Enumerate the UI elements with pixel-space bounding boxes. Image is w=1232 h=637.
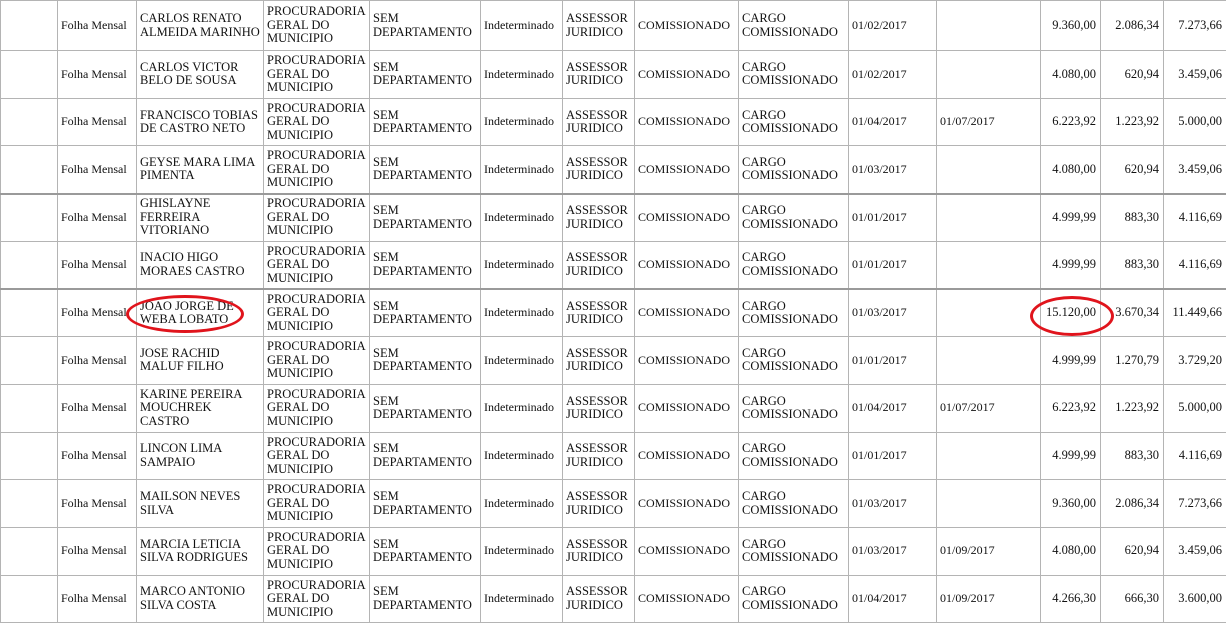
cell-orgao: PROCURADORIA GERAL DO MUNICIPIO: [264, 194, 370, 242]
cell-admissao: 01/04/2017: [849, 98, 937, 146]
cell-tipo: Folha Mensal: [58, 384, 137, 432]
cell-bruto: 6.223,92: [1041, 384, 1101, 432]
cell-vinculo: Indeterminado: [481, 527, 563, 575]
cell-bruto: 4.999,99: [1041, 241, 1101, 289]
cell-bruto: 4.999,99: [1041, 432, 1101, 480]
cell-descontos: 620,94: [1101, 51, 1164, 99]
cell-departamento: SEM DEPARTAMENTO: [370, 575, 481, 623]
cell-liquido: 3.459,06: [1164, 527, 1227, 575]
cell-regime: COMISSIONADO: [635, 480, 739, 528]
cell-departamento: SEM DEPARTAMENTO: [370, 194, 481, 242]
cell-vinculo: Indeterminado: [481, 432, 563, 480]
cell-admissao: 01/03/2017: [849, 146, 937, 194]
cell-tipo: Folha Mensal: [58, 289, 137, 337]
cell-descontos: 2.086,34: [1101, 1, 1164, 51]
cell-tipo: Folha Mensal: [58, 337, 137, 385]
cell-cargo: ASSESSOR JURIDICO: [563, 527, 635, 575]
cell-descontos: 666,30: [1101, 575, 1164, 623]
cell-departamento: SEM DEPARTAMENTO: [370, 51, 481, 99]
cell-departamento: SEM DEPARTAMENTO: [370, 384, 481, 432]
cell-blank: [1, 480, 58, 528]
cell-descontos: 883,30: [1101, 432, 1164, 480]
cell-tipo: Folha Mensal: [58, 1, 137, 51]
cell-tipo: Folha Mensal: [58, 51, 137, 99]
cell-blank: [1, 337, 58, 385]
cell-cargo: ASSESSOR JURIDICO: [563, 337, 635, 385]
cell-regime: COMISSIONADO: [635, 51, 739, 99]
cell-nome: GEYSE MARA LIMA PIMENTA: [137, 146, 264, 194]
table-row: [1, 241, 1227, 289]
cell-admissao: 01/01/2017: [849, 241, 937, 289]
cell-desligamento: [937, 241, 1041, 289]
cell-regime: COMISSIONADO: [635, 98, 739, 146]
cell-departamento: SEM DEPARTAMENTO: [370, 289, 481, 337]
cell-vinculo: Indeterminado: [481, 241, 563, 289]
cell-orgao: PROCURADORIA GERAL DO MUNICIPIO: [264, 51, 370, 99]
cell-regime: COMISSIONADO: [635, 384, 739, 432]
cell-nome: MARCO ANTONIO SILVA COSTA: [137, 575, 264, 623]
cell-desligamento: 01/07/2017: [937, 384, 1041, 432]
cell-regime: COMISSIONADO: [635, 575, 739, 623]
cell-admissao: 01/02/2017: [849, 1, 937, 51]
cell-nome: KARINE PEREIRA MOUCHREK CASTRO: [137, 384, 264, 432]
cell-cargo: ASSESSOR JURIDICO: [563, 51, 635, 99]
cell-tipo: Folha Mensal: [58, 241, 137, 289]
cell-admissao: 01/01/2017: [849, 194, 937, 242]
cell-vinculo: Indeterminado: [481, 575, 563, 623]
cell-vinculo: Indeterminado: [481, 98, 563, 146]
cell-departamento: SEM DEPARTAMENTO: [370, 241, 481, 289]
cell-liquido: 4.116,69: [1164, 432, 1227, 480]
cell-vinculo: Indeterminado: [481, 194, 563, 242]
table-row: [1, 432, 1227, 480]
cell-tipo: Folha Mensal: [58, 527, 137, 575]
cell-orgao: PROCURADORIA GERAL DO MUNICIPIO: [264, 527, 370, 575]
cell-tipo: Folha Mensal: [58, 575, 137, 623]
cell-tipo-cargo: CARGO COMISSIONADO: [739, 575, 849, 623]
cell-nome: JOAO JORGE DE WEBA LOBATO: [137, 289, 264, 337]
cell-descontos: 883,30: [1101, 241, 1164, 289]
cell-tipo: Folha Mensal: [58, 480, 137, 528]
cell-vinculo: Indeterminado: [481, 289, 563, 337]
table-row: [1, 384, 1227, 432]
cell-cargo: ASSESSOR JURIDICO: [563, 432, 635, 480]
cell-descontos: 883,30: [1101, 194, 1164, 242]
cell-admissao: 01/03/2017: [849, 527, 937, 575]
cell-vinculo: Indeterminado: [481, 384, 563, 432]
cell-bruto: 4.080,00: [1041, 527, 1101, 575]
table-row: [1, 194, 1227, 242]
cell-nome: MARCIA LETICIA SILVA RODRIGUES: [137, 527, 264, 575]
cell-regime: COMISSIONADO: [635, 146, 739, 194]
cell-orgao: PROCURADORIA GERAL DO MUNICIPIO: [264, 432, 370, 480]
cell-bruto: 4.080,00: [1041, 51, 1101, 99]
payroll-table-body: [1, 1, 1227, 623]
cell-tipo-cargo: CARGO COMISSIONADO: [739, 146, 849, 194]
cell-orgao: PROCURADORIA GERAL DO MUNICIPIO: [264, 1, 370, 51]
cell-blank: [1, 527, 58, 575]
cell-tipo-cargo: CARGO COMISSIONADO: [739, 432, 849, 480]
cell-desligamento: 01/07/2017: [937, 98, 1041, 146]
cell-admissao: 01/04/2017: [849, 575, 937, 623]
cell-bruto: 4.999,99: [1041, 337, 1101, 385]
cell-desligamento: [937, 51, 1041, 99]
cell-tipo: Folha Mensal: [58, 194, 137, 242]
cell-blank: [1, 146, 58, 194]
cell-liquido: 4.116,69: [1164, 194, 1227, 242]
cell-cargo: ASSESSOR JURIDICO: [563, 98, 635, 146]
cell-tipo-cargo: CARGO COMISSIONADO: [739, 527, 849, 575]
cell-cargo: ASSESSOR JURIDICO: [563, 289, 635, 337]
cell-descontos: 1.270,79: [1101, 337, 1164, 385]
cell-bruto: 9.360,00: [1041, 1, 1101, 51]
cell-desligamento: [937, 432, 1041, 480]
cell-desligamento: [937, 146, 1041, 194]
cell-departamento: SEM DEPARTAMENTO: [370, 432, 481, 480]
cell-departamento: SEM DEPARTAMENTO: [370, 480, 481, 528]
cell-cargo: ASSESSOR JURIDICO: [563, 146, 635, 194]
cell-liquido: 4.116,69: [1164, 241, 1227, 289]
cell-orgao: PROCURADORIA GERAL DO MUNICIPIO: [264, 337, 370, 385]
cell-cargo: ASSESSOR JURIDICO: [563, 194, 635, 242]
page-edge: [1226, 0, 1232, 637]
cell-bruto: 4.080,00: [1041, 146, 1101, 194]
cell-vinculo: Indeterminado: [481, 480, 563, 528]
cell-admissao: 01/03/2017: [849, 289, 937, 337]
cell-orgao: PROCURADORIA GERAL DO MUNICIPIO: [264, 480, 370, 528]
cell-cargo: ASSESSOR JURIDICO: [563, 384, 635, 432]
cell-blank: [1, 289, 58, 337]
cell-tipo: Folha Mensal: [58, 432, 137, 480]
cell-desligamento: [937, 337, 1041, 385]
cell-admissao: 01/01/2017: [849, 337, 937, 385]
cell-vinculo: Indeterminado: [481, 146, 563, 194]
table-row: [1, 480, 1227, 528]
cell-orgao: PROCURADORIA GERAL DO MUNICIPIO: [264, 384, 370, 432]
cell-orgao: PROCURADORIA GERAL DO MUNICIPIO: [264, 146, 370, 194]
cell-cargo: ASSESSOR JURIDICO: [563, 575, 635, 623]
cell-blank: [1, 241, 58, 289]
cell-bruto: 9.360,00: [1041, 480, 1101, 528]
cell-nome: LINCON LIMA SAMPAIO: [137, 432, 264, 480]
cell-nome: FRANCISCO TOBIAS DE CASTRO NETO: [137, 98, 264, 146]
cell-blank: [1, 575, 58, 623]
cell-descontos: 1.223,92: [1101, 384, 1164, 432]
cell-admissao: 01/03/2017: [849, 480, 937, 528]
cell-bruto: 15.120,00: [1041, 289, 1101, 337]
cell-regime: COMISSIONADO: [635, 194, 739, 242]
cell-regime: COMISSIONADO: [635, 337, 739, 385]
table-row: [1, 1, 1227, 51]
cell-nome: INACIO HIGO MORAES CASTRO: [137, 241, 264, 289]
cell-tipo-cargo: CARGO COMISSIONADO: [739, 194, 849, 242]
cell-liquido: 11.449,66: [1164, 289, 1227, 337]
cell-regime: COMISSIONADO: [635, 527, 739, 575]
cell-departamento: SEM DEPARTAMENTO: [370, 527, 481, 575]
cell-liquido: 3.459,06: [1164, 146, 1227, 194]
cell-nome: JOSE RACHID MALUF FILHO: [137, 337, 264, 385]
cell-departamento: SEM DEPARTAMENTO: [370, 98, 481, 146]
cell-descontos: 1.223,92: [1101, 98, 1164, 146]
cell-tipo: Folha Mensal: [58, 146, 137, 194]
table-row: [1, 337, 1227, 385]
table-row: [1, 289, 1227, 337]
cell-liquido: 7.273,66: [1164, 480, 1227, 528]
cell-nome: CARLOS VICTOR BELO DE SOUSA: [137, 51, 264, 99]
cell-descontos: 2.086,34: [1101, 480, 1164, 528]
cell-nome: CARLOS RENATO ALMEIDA MARINHO: [137, 1, 264, 51]
cell-cargo: ASSESSOR JURIDICO: [563, 241, 635, 289]
cell-cargo: ASSESSOR JURIDICO: [563, 480, 635, 528]
cell-desligamento: 01/09/2017: [937, 575, 1041, 623]
table-row: [1, 51, 1227, 99]
cell-blank: [1, 1, 58, 51]
cell-regime: COMISSIONADO: [635, 241, 739, 289]
cell-desligamento: [937, 1, 1041, 51]
cell-blank: [1, 194, 58, 242]
cell-admissao: 01/04/2017: [849, 384, 937, 432]
cell-tipo-cargo: CARGO COMISSIONADO: [739, 98, 849, 146]
cell-orgao: PROCURADORIA GERAL DO MUNICIPIO: [264, 98, 370, 146]
cell-regime: COMISSIONADO: [635, 1, 739, 51]
cell-desligamento: [937, 480, 1041, 528]
cell-tipo-cargo: CARGO COMISSIONADO: [739, 289, 849, 337]
cell-liquido: 7.273,66: [1164, 1, 1227, 51]
cell-tipo-cargo: CARGO COMISSIONADO: [739, 337, 849, 385]
cell-liquido: 3.459,06: [1164, 51, 1227, 99]
cell-orgao: PROCURADORIA GERAL DO MUNICIPIO: [264, 241, 370, 289]
table-row: [1, 527, 1227, 575]
cell-bruto: 4.999,99: [1041, 194, 1101, 242]
cell-desligamento: [937, 289, 1041, 337]
cell-orgao: PROCURADORIA GERAL DO MUNICIPIO: [264, 289, 370, 337]
cell-blank: [1, 51, 58, 99]
cell-bruto: 6.223,92: [1041, 98, 1101, 146]
cell-liquido: 3.600,00: [1164, 575, 1227, 623]
cell-desligamento: [937, 194, 1041, 242]
table-row: [1, 98, 1227, 146]
cell-departamento: SEM DEPARTAMENTO: [370, 146, 481, 194]
cell-tipo-cargo: CARGO COMISSIONADO: [739, 384, 849, 432]
cell-vinculo: Indeterminado: [481, 51, 563, 99]
cell-vinculo: Indeterminado: [481, 1, 563, 51]
cell-departamento: SEM DEPARTAMENTO: [370, 337, 481, 385]
cell-blank: [1, 432, 58, 480]
cell-descontos: 620,94: [1101, 527, 1164, 575]
cell-tipo-cargo: CARGO COMISSIONADO: [739, 480, 849, 528]
cell-nome: GHISLAYNE FERREIRA VITORIANO: [137, 194, 264, 242]
cell-cargo: ASSESSOR JURIDICO: [563, 1, 635, 51]
cell-bruto: 4.266,30: [1041, 575, 1101, 623]
cell-liquido: 5.000,00: [1164, 98, 1227, 146]
cell-blank: [1, 384, 58, 432]
cell-admissao: 01/01/2017: [849, 432, 937, 480]
cell-tipo-cargo: CARGO COMISSIONADO: [739, 241, 849, 289]
cell-tipo-cargo: CARGO COMISSIONADO: [739, 51, 849, 99]
cell-liquido: 5.000,00: [1164, 384, 1227, 432]
cell-orgao: PROCURADORIA GERAL DO MUNICIPIO: [264, 575, 370, 623]
cell-descontos: 620,94: [1101, 146, 1164, 194]
cell-regime: COMISSIONADO: [635, 289, 739, 337]
cell-descontos: 3.670,34: [1101, 289, 1164, 337]
cell-admissao: 01/02/2017: [849, 51, 937, 99]
table-row: [1, 575, 1227, 623]
cell-vinculo: Indeterminado: [481, 337, 563, 385]
cell-regime: COMISSIONADO: [635, 432, 739, 480]
cell-tipo: Folha Mensal: [58, 98, 137, 146]
table-row: [1, 146, 1227, 194]
cell-departamento: SEM DEPARTAMENTO: [370, 1, 481, 51]
cell-blank: [1, 98, 58, 146]
cell-liquido: 3.729,20: [1164, 337, 1227, 385]
cell-tipo-cargo: CARGO COMISSIONADO: [739, 1, 849, 51]
cell-desligamento: 01/09/2017: [937, 527, 1041, 575]
cell-nome: MAILSON NEVES SILVA: [137, 480, 264, 528]
